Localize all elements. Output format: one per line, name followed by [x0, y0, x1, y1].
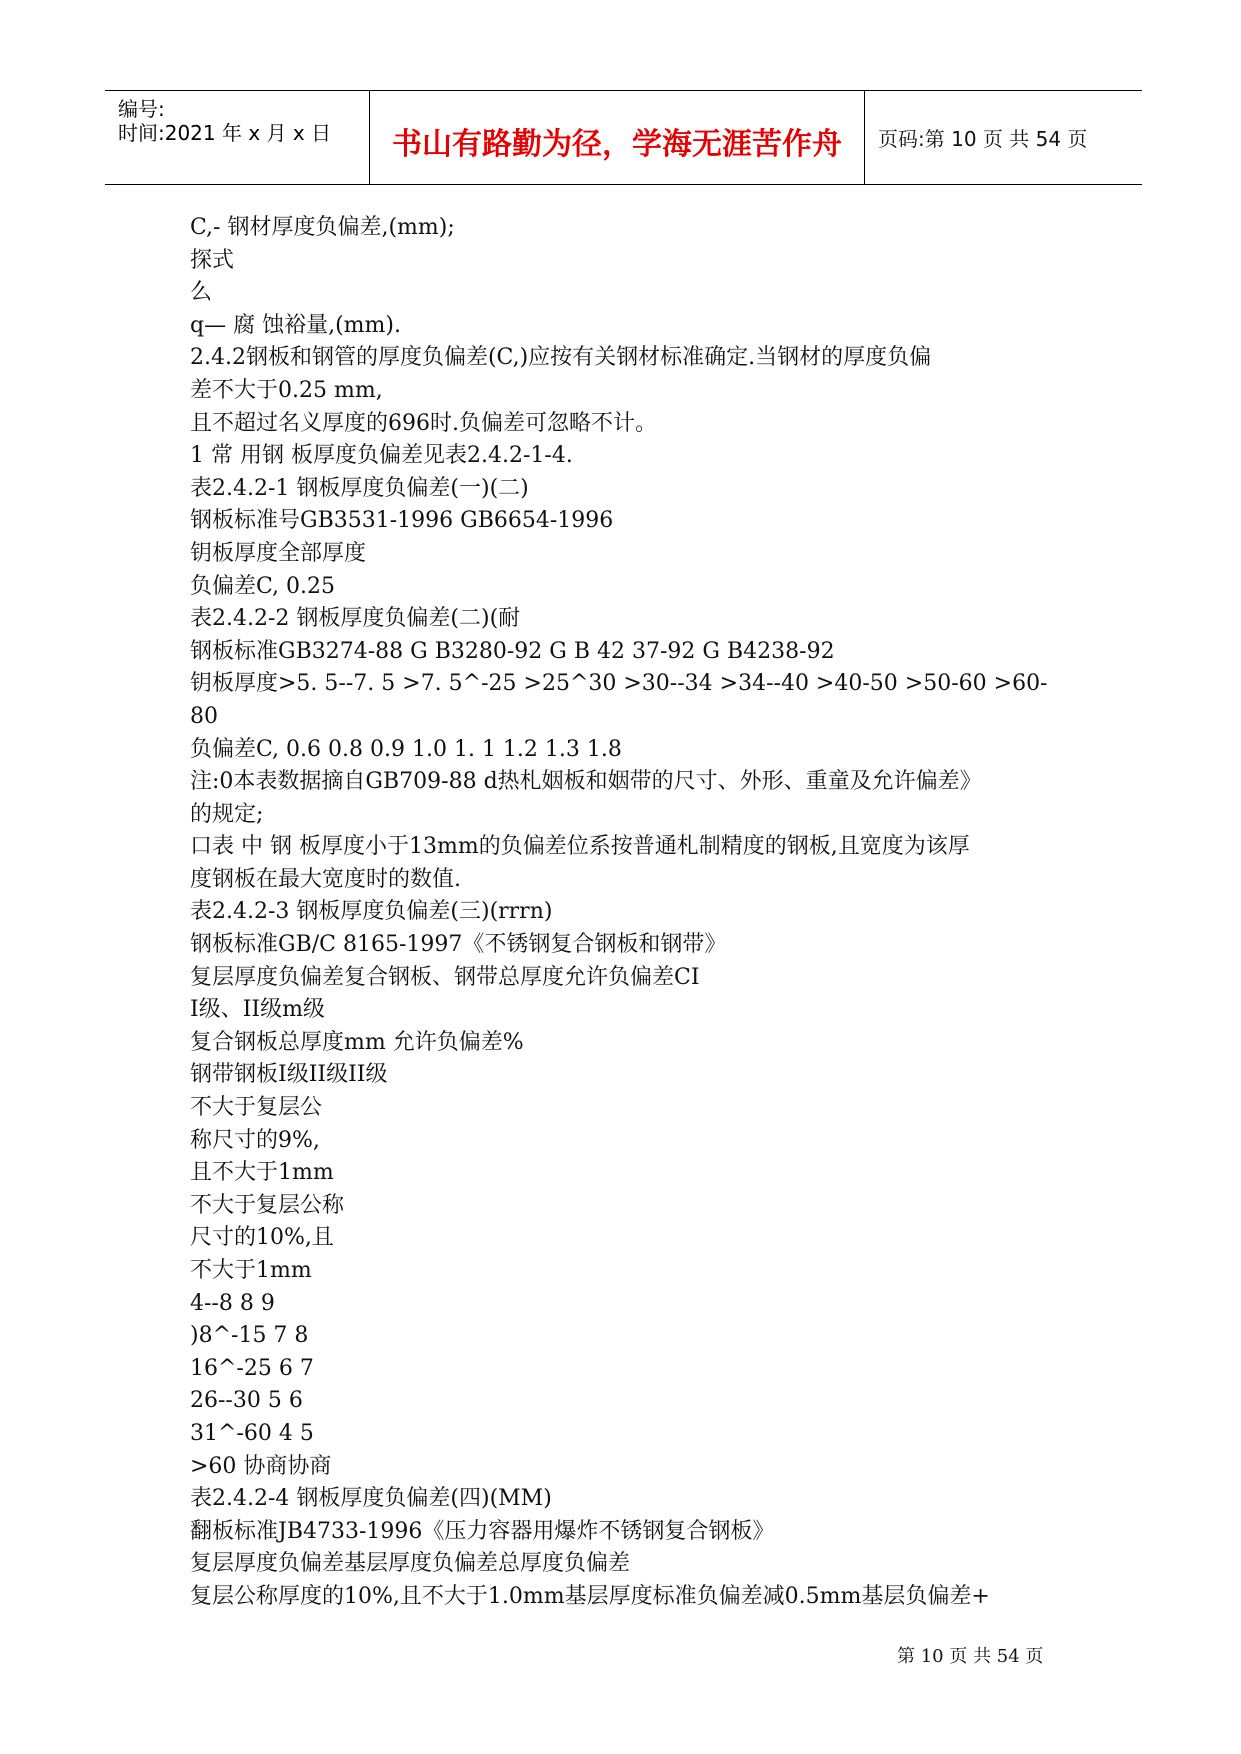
body-text-line: 4--8 8 9: [190, 1290, 275, 1316]
header-motto: 书山有路勤为径，学海无涯苦作舟: [392, 127, 842, 162]
body-text-line: 复合钢板总厚度mm 允许负偏差%: [190, 1029, 524, 1055]
body-text-line: 不大于复层公: [190, 1095, 323, 1121]
document-body: [190, 212, 1070, 1614]
body-text-line: 负偏差C, 0.25: [190, 573, 336, 599]
body-text-line: I级、II级m级: [190, 997, 325, 1023]
body-text-line: 钥板厚度全部厚度: [190, 540, 367, 566]
body-text-line: 钢板标准GB3274-88 G B3280-92 G B 42 37-92 G B4238-92: [190, 638, 835, 664]
body-text-line: 表2.4.2-4 钢板厚度负偏差(四)(MM): [190, 1486, 552, 1512]
body-text-line: 表2.4.2-1 钢板厚度负偏差(一)(二): [190, 475, 529, 501]
body-text-line: 口表 中 钢 板厚度小于13mm的负偏差位系按普通札制精度的钢板,且宽度为该厚: [190, 834, 970, 860]
body-text-line: 26--30 5 6: [190, 1388, 303, 1414]
body-text-line: 16^-25 6 7: [190, 1355, 314, 1381]
body-text-line: 探式: [190, 247, 235, 273]
body-text-line: 的规定;: [190, 801, 264, 827]
page-header: [105, 90, 1142, 185]
body-text-line: 且不超过名义厚度的696时.负偏差可忽略不计。: [190, 410, 657, 436]
body-text-line: 且不大于1mm: [190, 1160, 334, 1186]
body-text-line: )8^-15 7 8: [190, 1323, 309, 1349]
body-text-line: 表2.4.2-3 钢板厚度负偏差(三)(rrrn): [190, 899, 553, 925]
body-text-line: 钢板标准号GB3531-1996 GB6654-1996: [190, 508, 614, 534]
body-text-line: 翻板标准JB4733-1996《压力容器用爆炸不锈钢复合钢板》: [190, 1518, 775, 1544]
body-text-line: 复层厚度负偏差基层厚度负偏差总厚度负偏差: [190, 1551, 631, 1577]
document-number-label: 编号:: [118, 97, 165, 121]
body-text-line: >60 协商协商: [190, 1453, 332, 1479]
body-text-line: 复层公称厚度的10%,且不大于1.0mm基层厚度标准负偏差减0.5mm基层负偏差+: [190, 1583, 990, 1609]
body-text-line: 称尺寸的9%,: [190, 1127, 320, 1153]
body-text-line: 1 常 用钢 板厚度负偏差见表2.4.2-1-4.: [190, 443, 573, 469]
body-text-line: 尺寸的10%,且: [190, 1225, 334, 1251]
body-text-line: 复层厚度负偏差复合钢板、钢带总厚度允许负偏差CI: [190, 964, 700, 990]
body-text-line: 表2.4.2-2 钢板厚度负偏差(二)(耐: [190, 606, 521, 632]
header-page-cell: [865, 91, 1142, 184]
body-text-line: 差不大于0.25 mm,: [190, 377, 383, 403]
body-text-line: 31^-60 4 5: [190, 1420, 314, 1446]
body-text-line: 钢板标准GB/C 8165-1997《不锈钢复合钢板和钢带》: [190, 932, 727, 958]
body-text-line: q— 腐 蚀裕量,(mm).: [190, 312, 401, 338]
body-text-line: 2.4.2钢板和钢管的厚度负偏差(C,)应按有关钢材标准确定.当钢材的厚度负偏: [190, 345, 932, 371]
body-text-line: 钥板厚度>5. 5--7. 5 >7. 5^-25 >25^30 >30--34 >34--40 >40-50 >50-60 >60-80: [190, 671, 1048, 729]
footer-page-number: 第 10 页 共 54 页: [897, 1646, 1044, 1667]
body-text-line: C,- 钢材厚度负偏差,(mm);: [190, 215, 455, 240]
body-text-line: 度钢板在最大宽度时的数值.: [190, 866, 461, 892]
header-meta-cell: [105, 91, 370, 184]
body-text-line: 不大于1mm: [190, 1258, 312, 1283]
body-text-line: 钢带钢板I级II级II级: [190, 1062, 388, 1088]
body-text-line: 不大于复层公称: [190, 1192, 345, 1218]
header-motto-cell: [370, 91, 865, 184]
body-text-line: 注:0本表数据摘自GB709-88 d热札姻板和姻带的尺寸、外形、重童及允许偏差》: [190, 769, 982, 795]
body-text-line: 么: [190, 280, 213, 306]
header-page-number: 页码:第 10 页 共 54 页: [878, 127, 1088, 151]
body-text-line: 负偏差C, 0.6 0.8 0.9 1.0 1. 1 1.2 1.3 1.8: [190, 736, 622, 762]
document-time-label: 时间:2021 年 x 月 x 日: [118, 121, 332, 145]
